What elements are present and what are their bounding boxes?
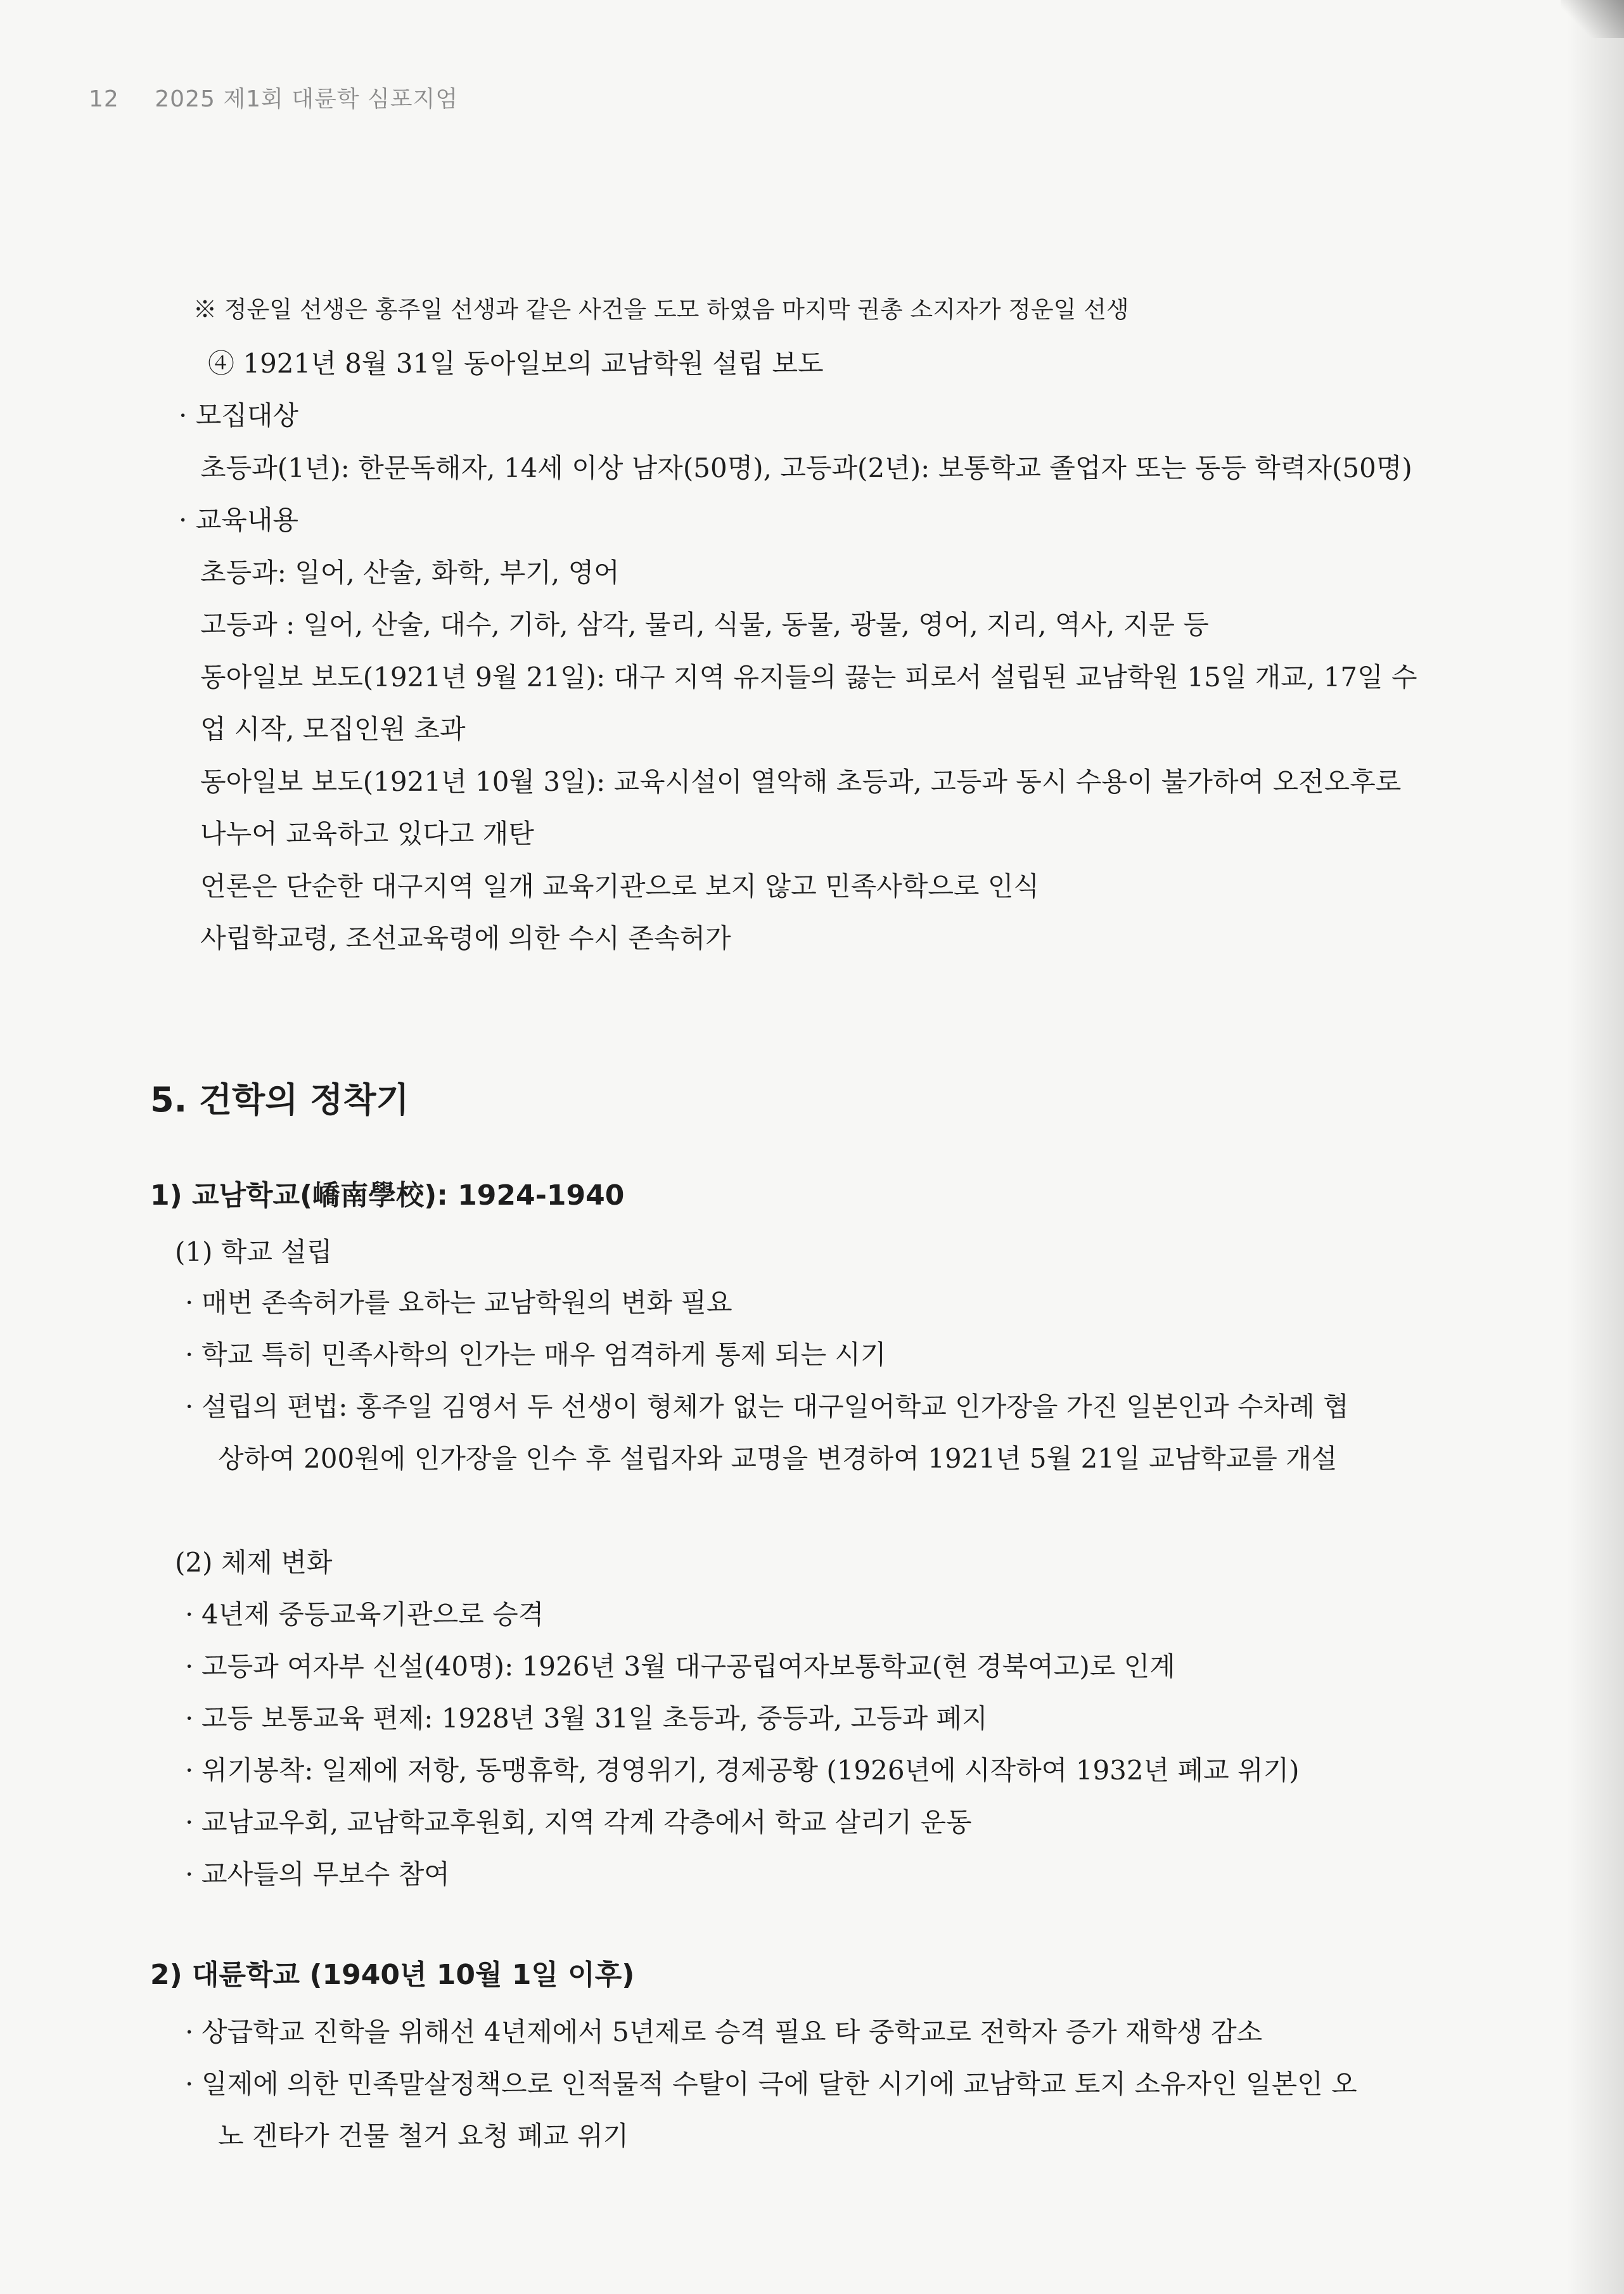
part2-title: (2) 체제 변화	[175, 1547, 333, 1578]
sub2-bullet-1: 상급학교 진학을 위해선 4년제에서 5년제로 승격 필요 타 중학교로 전학자 증가 재학생 감소	[201, 2016, 1263, 2047]
part2-bullet-1: 4년제 중등교육기관으로 승격	[201, 1599, 544, 1630]
sub2-bullet-2a: 일제에 의한 민족말살정책으로 인적물적 수탈이 극에 달한 시기에 교남학교 토지 소유자인 일본인 오	[201, 2068, 1357, 2099]
edu-elementary: 초등과: 일어, 산술, 화학, 부기, 영어	[200, 557, 620, 588]
report1-line-a: 동아일보 보도(1921년 9월 21일): 대구 지역 유지들의 끓는 피로서 설립된 교남학원 15일 개교, 17일 수	[200, 662, 1417, 693]
report2-line-a: 동아일보 보도(1921년 10월 3일): 교육시설이 열악해 초등과, 고등과 동시 수용이 불가하여 오전오후로	[200, 766, 1402, 797]
section-5-title: 5. 건학의 정착기	[150, 1080, 409, 1120]
page-number: 12	[89, 86, 119, 112]
permit-line: 사립학교령, 조선교육령에 의한 수시 존속허가	[200, 923, 731, 954]
part2-bullet-4: 위기봉착: 일제에 저항, 동맹휴학, 경영위기, 경제공황 (1926년에 시작하여 1932년 폐교 위기)	[201, 1755, 1300, 1786]
press-line: 언론은 단순한 대구지역 일개 교육기관으로 보지 않고 민족사학으로 인식	[200, 871, 1039, 902]
recruit-text: 초등과(1년): 한문독해자, 14세 이상 남자(50명), 고등과(2년): 보통학교 졸업자 또는 동등 학력자(50명)	[200, 452, 1412, 484]
part1-title: (1) 학교 설립	[175, 1236, 333, 1267]
part2-bullet-5: 교남교우회, 교남학교후원회, 지역 각계 각층에서 학교 살리기 운동	[201, 1807, 972, 1838]
part1-bullet-1: 매번 존속허가를 요하는 교남학원의 변화 필요	[201, 1287, 732, 1318]
part1-bullet-3a: 설립의 편법: 홍주일 김영서 두 선생이 형체가 없는 대구일어학교 인가장을 가진 일본인과 수차례 협	[201, 1391, 1349, 1422]
bullet: ·	[185, 2068, 194, 2099]
subsection-1-title: 1) 교남학교(嶠南學校): 1924-1940	[150, 1179, 625, 1212]
bullet: ·	[185, 1859, 194, 1890]
edu-label: · 교육내용	[179, 504, 298, 535]
recruit-label: · 모집대상	[179, 400, 298, 431]
bullet: ·	[185, 1391, 194, 1422]
edu-high: 고등과 : 일어, 산술, 대수, 기하, 삼각, 물리, 식물, 동물, 광물, 영어, 지리, 역사, 지문 등	[200, 609, 1209, 640]
part1-bullet-2: 학교 특히 민족사학의 인가는 매우 엄격하게 통제 되는 시기	[201, 1339, 886, 1370]
report1-line-b: 업 시작, 모집인원 초과	[200, 714, 466, 745]
bullet: ·	[185, 1287, 194, 1318]
bullet: ·	[185, 1755, 194, 1786]
sub2-bullet-2b: 노 겐타가 건물 철거 요청 폐교 위기	[218, 2120, 629, 2151]
bullet: ·	[185, 1703, 194, 1734]
page-edge-shadow	[1567, 0, 1624, 2294]
bullet: ·	[185, 1807, 194, 1838]
part2-bullet-6: 교사들의 무보수 참여	[201, 1859, 450, 1890]
subsection-2-title: 2) 대륜학교 (1940년 10월 1일 이후)	[150, 1959, 635, 1991]
header-title: 2025 제1회 대륜학 심포지엄	[155, 86, 459, 112]
bullet: ·	[185, 2016, 194, 2047]
bullet: ·	[185, 1599, 194, 1630]
part1-bullet-3b: 상하여 200원에 인가장을 인수 후 설립자와 교명을 변경하여 1921년 5월 21일 교남학교를 개설	[218, 1443, 1338, 1474]
page-corner-shadow	[1561, 0, 1624, 38]
running-header	[89, 81, 458, 113]
report2-line-b: 나누어 교육하고 있다고 개탄	[200, 818, 534, 849]
bullet: ·	[185, 1651, 194, 1682]
bullet: ·	[185, 1339, 194, 1370]
item-4-heading: ④ 1921년 8월 31일 동아일보의 교남학원 설립 보도	[208, 348, 824, 379]
part2-bullet-2: 고등과 여자부 신설(40명): 1926년 3월 대구공립여자보통학교(현 경북여고)로 인계	[201, 1651, 1175, 1682]
note-line: ※ 정운일 선생은 홍주일 선생과 같은 사건을 도모 하였음 마지막 권총 소지자가 정운일 선생	[193, 296, 1129, 323]
part2-bullet-3: 고등 보통교육 편제: 1928년 3월 31일 초등과, 중등과, 고등과 폐지	[201, 1703, 988, 1734]
